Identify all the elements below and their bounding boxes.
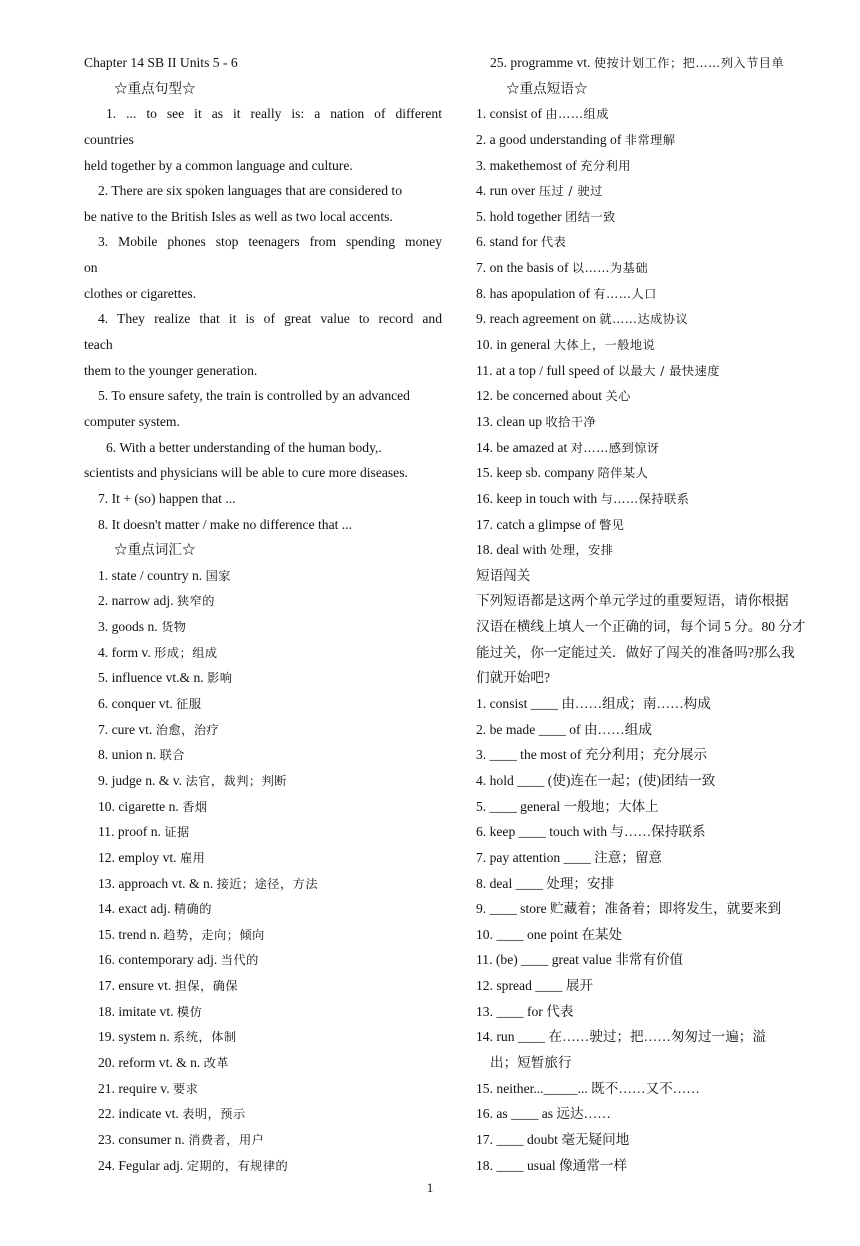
- phrase-item: [476, 383, 836, 409]
- right-column: [476, 50, 836, 1178]
- quiz-item: 7. pay attention ____ 注意；留意: [476, 849, 663, 865]
- phrase-cn: 有……人口: [593, 286, 657, 301]
- phrase-item: [476, 435, 836, 461]
- phrase-en: 14. be amazed at: [476, 439, 568, 455]
- quiz-item: 3. ____ the most of 充分利用；充分展示: [476, 747, 708, 763]
- vocab-item: [84, 1024, 442, 1050]
- phrase-item: [476, 358, 836, 384]
- phrase-item: [476, 127, 836, 153]
- vocab-en: 21. require v.: [98, 1080, 170, 1096]
- vocab-item: [84, 1101, 442, 1127]
- quiz-item: 11. (be) ____ great value 非常有价值: [476, 952, 684, 968]
- vocab-item: [84, 871, 442, 897]
- phrase-item: [476, 460, 836, 486]
- vocab-en: 3. goods n.: [98, 619, 158, 635]
- vocab-cn: 改革: [203, 1055, 230, 1070]
- phrase-en: 6. stand for: [476, 234, 538, 250]
- vocab-item: [84, 819, 442, 845]
- vocab-cn: 系统，体制: [173, 1030, 237, 1045]
- sentence-line: be native to the British Isles as well as two local accents.: [84, 208, 393, 224]
- sentence-line: 3. Mobile phones stop teenagers from spending money: [98, 234, 442, 250]
- phrase-item: [476, 409, 836, 435]
- quiz-item: 12. spread ____ 展开: [476, 978, 594, 994]
- sentence-line: 8. It doesn't matter / make no difference that ...: [98, 516, 352, 532]
- phrase-en: 5. hold together: [476, 208, 562, 224]
- quiz-item: 1. consist ____ 由……组成；南……构成: [476, 696, 711, 712]
- quiz-intro-line: 下列短语都是这两个单元学过的重要短语，请你根据: [476, 593, 789, 609]
- vocab-cn: 要求: [173, 1081, 199, 1096]
- sentence-line-wrap: teach: [84, 337, 113, 353]
- quiz-item: 18. ____ usual 像通常一样: [476, 1157, 628, 1173]
- vocab-en: 14. exact adj.: [98, 901, 171, 917]
- vocab-en: 25. programme vt.: [490, 55, 591, 70]
- vocab-cn: 形成；组成: [154, 645, 218, 660]
- phrase-cn: 压过 / 驶过: [538, 184, 603, 199]
- vocab-en: 10. cigarette n.: [98, 798, 179, 814]
- vocab-title: ☆重点词汇☆: [114, 542, 196, 558]
- vocab-item: [84, 896, 442, 922]
- sentence-line: scientists and physicians will be able to cure more diseases.: [84, 465, 408, 481]
- vocab-cn: 趋势，走向；倾向: [163, 927, 265, 942]
- phrase-en: 2. a good understanding of: [476, 131, 622, 147]
- phrase-cn: 就……达成协议: [599, 312, 689, 327]
- vocab-item: [84, 640, 442, 666]
- phrase-en: 11. at a top / full speed of: [476, 362, 615, 378]
- phrase-item: [476, 204, 836, 230]
- phrase-cn: 处理，安排: [550, 543, 614, 558]
- phrase-cn: 由……组成: [545, 107, 609, 122]
- vocab-item: [84, 1127, 442, 1153]
- vocab-item: [84, 973, 442, 999]
- sentence-line: 4. They realize that it is of great value to record and: [98, 311, 442, 327]
- phrase-en: 3. makethemost of: [476, 157, 577, 173]
- vocab-en: 16. contemporary adj.: [98, 952, 218, 968]
- sentence-line: them to the younger generation.: [84, 362, 258, 378]
- vocab-cn: 模仿: [176, 1004, 203, 1019]
- vocab-cn: 精确的: [173, 902, 212, 917]
- quiz-item: 5. ____ general 一般地；大体上: [476, 798, 659, 814]
- phrase-cn: 收拾干净: [545, 414, 597, 429]
- vocab-en: 7. cure vt.: [98, 721, 153, 737]
- phrase-cn: 代表: [540, 235, 567, 250]
- phrase-en: 18. deal with: [476, 542, 547, 558]
- quiz-item: 4. hold ____ (使)连在一起；(使)团结一致: [476, 772, 716, 788]
- phrase-cn: 陪伴某人: [597, 466, 649, 481]
- phrase-en: 13. clean up: [476, 413, 543, 429]
- quiz-item: 9. ____ store 贮藏着；准备着；即将发生，就要来到: [476, 901, 782, 917]
- vocab-en: 17. ensure vt.: [98, 978, 172, 994]
- phrase-en: 4. run over: [476, 183, 536, 199]
- vocab-en: 11. proof n.: [98, 824, 161, 840]
- quiz-item: 14. run ____ 在……驶过；把……匆匆过一遍；溢: [476, 1029, 766, 1045]
- vocab-item: [84, 922, 442, 948]
- vocab-cn: 消费者，用户: [188, 1132, 265, 1147]
- quiz-intro-line: 能过关，你一定能过关．做好了闯关的准备吗?那么我: [476, 644, 795, 660]
- phrase-cn: 以最大 / 最快速度: [617, 363, 720, 378]
- sentence-line: clothes or cigarettes.: [84, 285, 197, 301]
- quiz-item-wrap: 出；短暂旅行: [490, 1054, 572, 1070]
- chapter-header: Chapter 14 SB II Units 5 - 6: [84, 55, 238, 70]
- vocab-item: [476, 50, 836, 76]
- phrase-item: [476, 255, 836, 281]
- quiz-item: 17. ____ doubt 毫无疑问地: [476, 1131, 630, 1147]
- phrase-item: [476, 101, 836, 127]
- phrase-en: 16. keep in touch with: [476, 490, 598, 506]
- quiz-item: 6. keep ____ touch with 与……保持联系: [476, 824, 706, 840]
- phrase-cn: 以……为基础: [571, 261, 649, 276]
- sentences-title: ☆重点句型☆: [114, 80, 196, 96]
- vocab-item: [84, 947, 442, 973]
- vocab-cn: 治愈，治疗: [155, 722, 220, 737]
- vocab-item: [84, 588, 442, 614]
- vocab-cn: 接近；途径，方法: [216, 876, 319, 891]
- phrase-cn: 充分利用: [580, 158, 631, 173]
- sentence-line: 1. ... to see it as it really is: a nation of different: [106, 106, 442, 122]
- vocab-cn: 征服: [176, 697, 202, 712]
- vocab-cn: 国家: [205, 568, 231, 583]
- vocab-en: 2. narrow adj.: [98, 593, 174, 609]
- phrase-cn: 瞥见: [599, 517, 625, 532]
- quiz-item: 16. as ____ as 远达……: [476, 1106, 611, 1122]
- phrases-title: ☆重点短语☆: [506, 80, 588, 96]
- phrase-item: [476, 486, 836, 512]
- vocab-item: [84, 1076, 442, 1102]
- vocab-item: [84, 999, 442, 1025]
- vocab-item: [84, 1050, 442, 1076]
- quiz-item: 15. neither..._____... 既不……又不……: [476, 1080, 700, 1096]
- phrase-item: [476, 178, 836, 204]
- vocab-item: [84, 768, 442, 794]
- vocab-item: [84, 717, 442, 743]
- phrase-item: [476, 332, 836, 358]
- phrase-en: 1. consist of: [476, 106, 543, 122]
- vocab-item: [84, 614, 442, 640]
- vocab-cn: 证据: [164, 825, 190, 840]
- vocab-en: 15. trend n.: [98, 926, 160, 942]
- vocab-cn: 法官，裁判；判断: [185, 773, 287, 788]
- quiz-item: 13. ____ for 代表: [476, 1003, 574, 1019]
- vocab-en: 6. conquer vt.: [98, 696, 173, 712]
- vocab-cn: 狭窄的: [176, 594, 215, 609]
- vocab-en: 22. indicate vt.: [98, 1106, 179, 1122]
- phrase-cn: 关心: [605, 389, 631, 404]
- vocab-cn: 影响: [207, 671, 233, 686]
- phrase-cn: 大体上，一般地说: [553, 338, 656, 353]
- sentence-line-wrap: on: [84, 260, 98, 276]
- quiz-item: 10. ____ one point 在某处: [476, 926, 623, 942]
- phrase-item: [476, 512, 836, 538]
- phrase-en: 17. catch a glimpse of: [476, 516, 596, 532]
- vocab-cn: 定期的，有规律的: [186, 1158, 289, 1173]
- quiz-item: 2. be made ____ of 由……组成: [476, 721, 652, 737]
- phrase-cn: 团结一致: [565, 209, 616, 224]
- vocab-en: 4. form v.: [98, 644, 151, 660]
- sentence-line: 7. It + (so) happen that ...: [98, 490, 236, 506]
- vocab-en: 12. employ vt.: [98, 849, 177, 865]
- vocab-item: [84, 794, 442, 820]
- phrase-item: [476, 281, 836, 307]
- sentence-line: held together by a common language and culture.: [84, 157, 353, 173]
- vocab-en: 8. union n.: [98, 747, 157, 763]
- quiz-item: 8. deal ____ 处理；安排: [476, 875, 615, 891]
- phrase-en: 9. reach agreement on: [476, 311, 597, 327]
- vocab-cn: 香烟: [182, 799, 208, 814]
- sentence-line: computer system.: [84, 413, 180, 429]
- vocab-en: 18. imitate vt.: [98, 1003, 174, 1019]
- vocab-en: 19. system n.: [98, 1029, 170, 1045]
- vocab-cn: 使按计划工作；把……列入节目单: [593, 56, 785, 70]
- vocab-item: [84, 563, 442, 589]
- vocab-item: [84, 742, 442, 768]
- phrase-cn: 与……保持联系: [600, 491, 690, 506]
- phrase-cn: 非常理解: [624, 132, 676, 147]
- phrase-en: 15. keep sb. company: [476, 465, 595, 481]
- left-column: [84, 50, 442, 1178]
- phrase-item: [476, 229, 836, 255]
- phrase-item: [476, 153, 836, 179]
- phrase-item: [476, 537, 836, 563]
- phrase-en: 8. has apopulation of: [476, 285, 591, 301]
- vocab-en: 9. judge n. & v.: [98, 772, 183, 788]
- quiz-intro-line: 们就开始吧?: [476, 670, 551, 686]
- vocab-cn: 雇用: [179, 850, 206, 865]
- vocab-en: 1. state / country n.: [98, 567, 203, 583]
- vocab-en: 20. reform vt. & n.: [98, 1054, 201, 1070]
- vocab-item: [84, 1153, 442, 1179]
- quiz-intro-line: 汉语在横线上填人一个正确的词，每个词 5 分。80 分才: [476, 619, 806, 635]
- vocab-cn: 表明，预示: [182, 1107, 246, 1122]
- vocab-en: 23. consumer n.: [98, 1131, 185, 1147]
- vocab-cn: 当代的: [220, 953, 259, 968]
- vocab-item: [84, 845, 442, 871]
- vocab-cn: 联合: [159, 748, 185, 763]
- vocab-item: [84, 691, 442, 717]
- vocab-cn: 货物: [161, 620, 187, 635]
- vocab-cn: 担保，确保: [174, 979, 239, 994]
- phrase-item: [476, 306, 836, 332]
- phrase-en: 10. in general: [476, 337, 551, 353]
- vocab-en: 13. approach vt. & n.: [98, 875, 214, 891]
- sentence-line: 5. To ensure safety, the train is controlled by an advanced: [98, 388, 410, 404]
- phrase-en: 12. be concerned about: [476, 388, 603, 404]
- sentence-line-wrap: countries: [84, 131, 134, 147]
- vocab-en: 24. Fegular adj.: [98, 1157, 184, 1173]
- sentence-line: 6. With a better understanding of the human body,.: [106, 439, 382, 455]
- vocab-en: 5. influence vt.& n.: [98, 670, 204, 686]
- vocab-item: [84, 665, 442, 691]
- phrase-cn: 对……感到惊讶: [570, 440, 660, 455]
- page-number: 1: [426, 1180, 434, 1195]
- quiz-title: 短语闯关: [476, 567, 531, 583]
- phrase-en: 7. on the basis of: [476, 260, 569, 276]
- sentence-line: 2. There are six spoken languages that are considered to: [98, 183, 402, 199]
